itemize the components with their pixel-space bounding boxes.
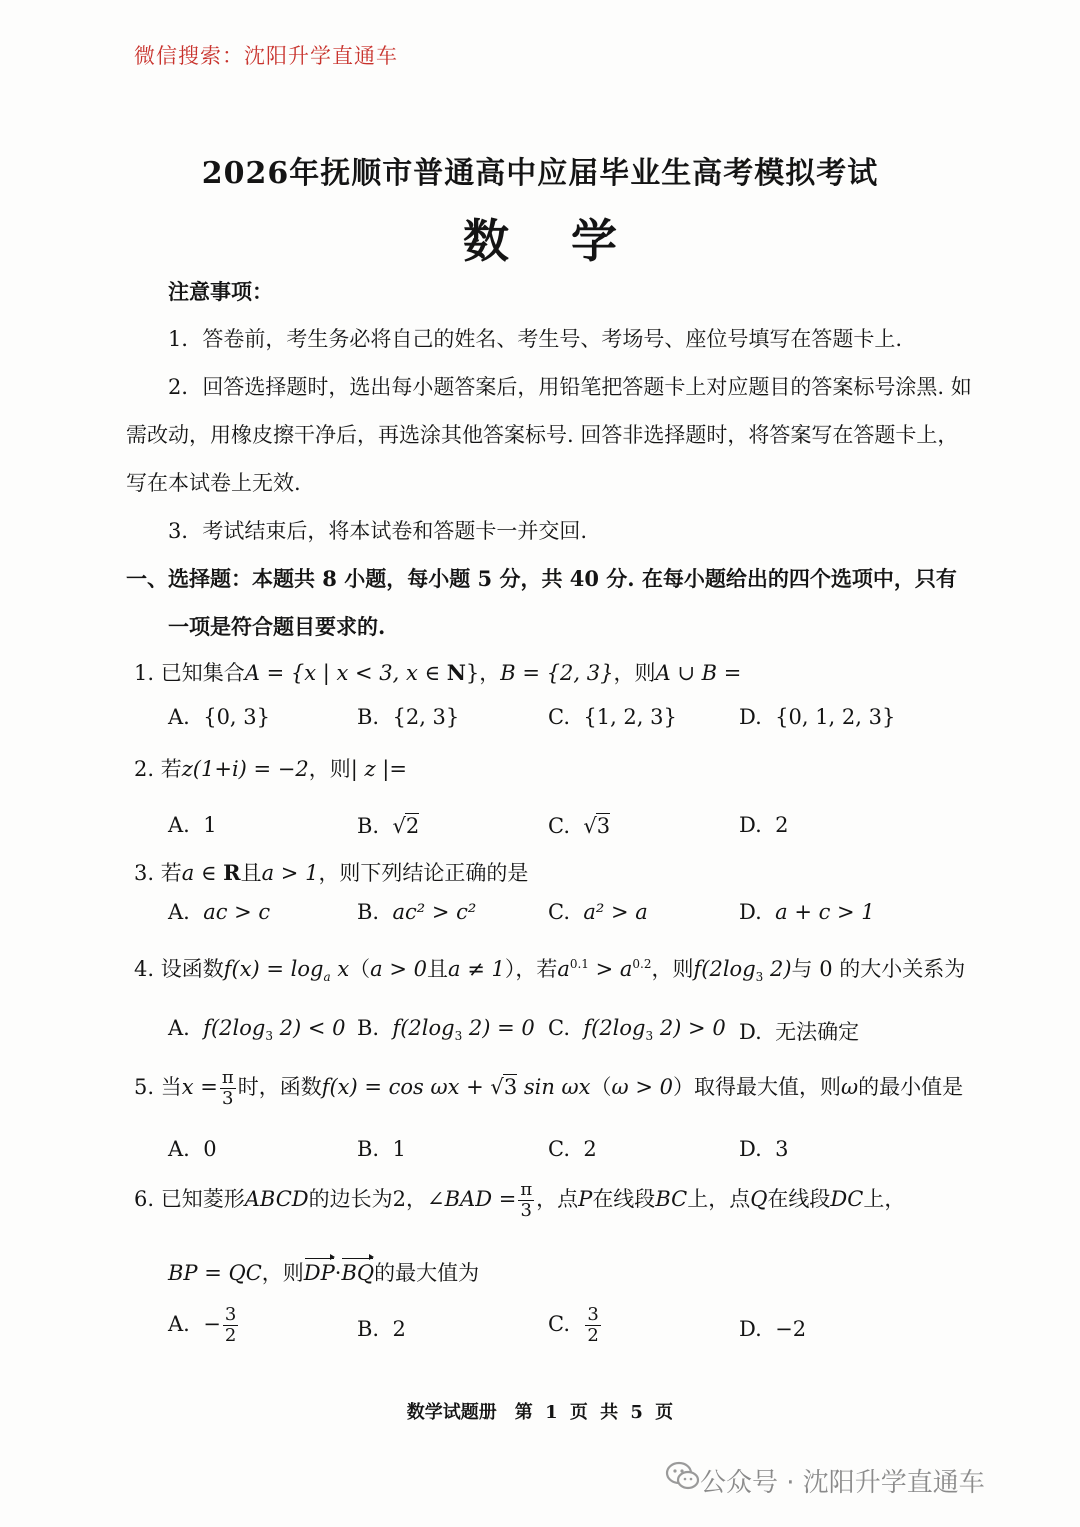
option-letter: D. bbox=[739, 1317, 762, 1341]
question-text: 且 bbox=[427, 957, 448, 981]
option-value: a² > a bbox=[583, 900, 648, 924]
option-letter: D. bbox=[739, 1137, 762, 1161]
option-value: − bbox=[203, 1312, 221, 1336]
option-value: 2 bbox=[775, 813, 789, 837]
option-value: {0, 3} bbox=[203, 705, 270, 729]
question-text: 的边长为 bbox=[308, 1187, 393, 1211]
option-letter: B. bbox=[357, 900, 380, 924]
question-text: 若 bbox=[160, 861, 182, 885]
option-value: {1, 2, 3} bbox=[583, 705, 677, 729]
fraction-numerator: 3 bbox=[587, 1304, 599, 1325]
notice-item-2-line-1: 2．回答选择题时，选出每小题答案后，用铅笔把答题卡上对应题目的答案标号涂黑. 如 bbox=[168, 375, 972, 399]
question-text: ， bbox=[406, 1187, 428, 1211]
section-1-heading-line-1: 一、选择题：本题共 8 小题，每小题 5 分，共 40 分. 在每小题给出的四个选项中，只有 bbox=[126, 566, 957, 591]
question-text: ，则 bbox=[308, 757, 351, 781]
notice-item-3: 3．考试结束后，将本试卷和答题卡一并交回. bbox=[168, 519, 588, 543]
question-text: ，则 bbox=[651, 957, 694, 981]
option-letter: A. bbox=[168, 1312, 190, 1336]
math-subscript: 3 bbox=[755, 970, 764, 985]
question-text: ，则 bbox=[613, 661, 656, 685]
math-expression: a bbox=[557, 957, 570, 981]
question-text: ）取得最大值，则 bbox=[672, 1075, 841, 1099]
option-value: 2) = 0 bbox=[462, 1016, 535, 1040]
math-expression: | z |= bbox=[350, 757, 407, 781]
option-letter: A. bbox=[168, 813, 190, 837]
math-symbol: R bbox=[223, 860, 241, 885]
question-text: ，点 bbox=[536, 1187, 579, 1211]
question-4 bbox=[134, 953, 965, 984]
option-value: f(2log bbox=[203, 1016, 266, 1040]
fraction-denominator: 2 bbox=[224, 1325, 237, 1346]
question-text: （ bbox=[590, 1075, 612, 1099]
question-text: ），若 bbox=[504, 957, 558, 981]
math-expression: a > 0 bbox=[370, 957, 427, 981]
math-expression: }， bbox=[465, 661, 501, 685]
option-value: 0 bbox=[203, 1137, 217, 1161]
option-letter: C. bbox=[548, 705, 570, 729]
option-letter: B. bbox=[357, 814, 380, 838]
option-value: ac > c bbox=[203, 900, 271, 924]
math-expression: ABCD bbox=[244, 1187, 309, 1211]
math-expression: ω bbox=[840, 1075, 859, 1099]
math-expression: DC bbox=[830, 1187, 864, 1211]
q6-option-b bbox=[357, 1317, 406, 1341]
q4-option-b bbox=[357, 1016, 535, 1043]
math-expression: > a bbox=[588, 957, 633, 981]
q6-option-d bbox=[739, 1317, 806, 1341]
option-value: ac² > c² bbox=[392, 900, 477, 924]
option-letter: C. bbox=[548, 1312, 570, 1336]
math-expression: BC bbox=[655, 1187, 688, 1211]
option-letter: B. bbox=[357, 705, 380, 729]
math-superscript: 0.2 bbox=[632, 957, 652, 971]
math-expression: ω > 0 bbox=[611, 1075, 673, 1099]
option-letter: C. bbox=[548, 900, 570, 924]
option-letter: D. bbox=[739, 1020, 762, 1044]
option-value: 3 bbox=[775, 1137, 789, 1161]
q1-option-b bbox=[357, 705, 459, 729]
page-footer: 数学试题册 第 1 页 共 5 页 bbox=[406, 1402, 674, 1423]
option-value: {2, 3} bbox=[392, 705, 460, 729]
question-number: 4. bbox=[134, 957, 155, 981]
math-expression: a ∈ bbox=[181, 861, 224, 885]
question-text: 当 bbox=[160, 1075, 182, 1099]
question-text: 上，点 bbox=[687, 1187, 751, 1211]
q1-option-d bbox=[739, 705, 895, 729]
watermark-top: 微信搜索：沈阳升学直通车 bbox=[134, 44, 398, 68]
option-letter: A. bbox=[168, 1016, 190, 1040]
vector-bq: BQ bbox=[341, 1261, 375, 1285]
option-letter: D. bbox=[739, 705, 762, 729]
exam-title: 2026年抚顺市普通高中应届毕业生高考模拟考试 bbox=[201, 156, 879, 191]
math-expression: z(1+i) = −2 bbox=[181, 757, 309, 781]
question-text: 在线段 bbox=[767, 1187, 831, 1211]
math-symbol: N bbox=[446, 660, 466, 685]
notice-heading: 注意事项： bbox=[168, 279, 273, 304]
option-letter: D. bbox=[739, 813, 762, 837]
option-letter: C. bbox=[548, 1137, 570, 1161]
math-expression: a ≠ 1 bbox=[448, 957, 505, 981]
q1-option-a bbox=[168, 705, 270, 729]
question-text: 且 bbox=[240, 861, 262, 885]
question-6-line-2 bbox=[168, 1257, 479, 1287]
math-expression: BP = QC bbox=[168, 1261, 262, 1285]
q3-option-c bbox=[548, 900, 648, 924]
question-text: 的最大值为 bbox=[374, 1261, 480, 1285]
math-expression: f(2log bbox=[693, 957, 756, 981]
question-number: 6. bbox=[134, 1187, 155, 1211]
fraction-denominator: 3 bbox=[520, 1200, 532, 1221]
math-expression: A ∪ B = bbox=[655, 661, 742, 685]
q2-option-a bbox=[168, 813, 217, 837]
math-expression: x bbox=[330, 957, 350, 981]
question-text: 在线段 bbox=[592, 1187, 656, 1211]
subject-title: 数学 bbox=[463, 214, 679, 268]
wechat-icon bbox=[665, 1460, 701, 1492]
question-number: 2. bbox=[134, 757, 155, 781]
q4-option-a bbox=[168, 1016, 346, 1043]
option-value: f(2log bbox=[583, 1016, 646, 1040]
option-letter: B. bbox=[357, 1016, 380, 1040]
question-text: 已知集合 bbox=[160, 661, 245, 685]
question-number: 5. bbox=[134, 1075, 155, 1099]
math-expression: f(x) = cos ωx + bbox=[321, 1075, 491, 1099]
question-6 bbox=[134, 1180, 905, 1221]
fraction bbox=[585, 1305, 600, 1346]
math-superscript: 0.1 bbox=[569, 957, 589, 971]
fraction-denominator: 3 bbox=[222, 1088, 234, 1109]
option-value: 2 bbox=[583, 1137, 597, 1161]
watermark-bottom: 公众号 · 沈阳升学直通车 bbox=[700, 1468, 985, 1498]
question-number: 1. bbox=[134, 661, 155, 685]
q5-option-a bbox=[168, 1137, 217, 1161]
math-expression: 2 bbox=[392, 1187, 407, 1211]
question-text: 的最小值是 bbox=[858, 1075, 964, 1099]
option-value: 2) > 0 bbox=[653, 1016, 726, 1040]
fraction-numerator: π bbox=[221, 1067, 234, 1088]
sqrt-expression: 3 bbox=[503, 1075, 518, 1099]
math-expression: a > 1 bbox=[261, 861, 319, 885]
q3-option-d bbox=[739, 900, 875, 924]
q5-option-c bbox=[548, 1137, 597, 1161]
question-text: 若 bbox=[160, 757, 182, 781]
question-5: 5. 当x = $\frac{\pi}{3}$ 时，函数f(x) = cos ωx + √3 sin ωx（ω > 0）取得最大值，则ω的最小值是 bbox=[134, 1067, 964, 1109]
math-subscript: 3 bbox=[645, 1029, 654, 1044]
option-value: 3 bbox=[596, 814, 611, 838]
option-value: 无法确定 bbox=[775, 1020, 860, 1044]
question-text: 与 0 的大小关系为 bbox=[791, 957, 966, 981]
option-value: 2) < 0 bbox=[272, 1016, 346, 1040]
option-value: 1 bbox=[392, 1137, 406, 1161]
math-expression: A = {x | x < 3, x ∈ bbox=[244, 661, 447, 685]
notice-item-2-line-2: 需改动，用橡皮擦干净后，再选涂其他答案标号. 回答非选择题时，将答案写在答题卡上， bbox=[126, 423, 959, 447]
math-subscript: 3 bbox=[265, 1029, 273, 1044]
option-value: 1 bbox=[203, 813, 217, 837]
q2-option-c bbox=[548, 813, 610, 838]
option-value: 2 bbox=[392, 1317, 406, 1341]
q1-option-c bbox=[548, 705, 677, 729]
math-expression: x = bbox=[181, 1075, 218, 1099]
math-expression: ∠BAD = bbox=[427, 1187, 517, 1211]
question-number: 3. bbox=[134, 861, 155, 885]
q5-option-b bbox=[357, 1137, 406, 1161]
q4-option-c bbox=[548, 1016, 726, 1043]
option-letter: C. bbox=[548, 1016, 570, 1040]
option-letter: C. bbox=[548, 814, 570, 838]
sqrt-symbol: √ bbox=[583, 814, 597, 838]
math-expression: f(x) = log bbox=[223, 957, 324, 981]
option-letter: A. bbox=[168, 705, 190, 729]
fraction-numerator: 3 bbox=[224, 1304, 237, 1325]
q2-option-b bbox=[357, 813, 419, 838]
q3-option-b bbox=[357, 900, 476, 924]
question-2 bbox=[134, 753, 407, 783]
fraction-denominator: 2 bbox=[587, 1325, 599, 1346]
math-subscript: a bbox=[323, 970, 331, 985]
math-subscript: 3 bbox=[454, 1029, 463, 1044]
q6-option-a bbox=[168, 1305, 240, 1346]
fraction-numerator: π bbox=[520, 1179, 533, 1200]
question-text: ，则 bbox=[261, 1261, 304, 1285]
q3-option-a bbox=[168, 900, 270, 924]
question-text: 已知菱形 bbox=[160, 1187, 245, 1211]
notice-item-2-line-3: 写在本试卷上无效. bbox=[126, 471, 301, 495]
fraction bbox=[220, 1068, 236, 1109]
question-text: 上， bbox=[863, 1187, 906, 1211]
fraction bbox=[518, 1180, 534, 1221]
question-text: 时，函数 bbox=[237, 1075, 322, 1099]
option-letter: A. bbox=[168, 900, 190, 924]
math-expression: 2) bbox=[763, 957, 792, 981]
q6-option-c bbox=[548, 1305, 603, 1346]
question-3 bbox=[134, 857, 528, 887]
option-letter: B. bbox=[357, 1137, 380, 1161]
question-text: （ bbox=[349, 957, 371, 981]
option-letter: A. bbox=[168, 1137, 190, 1161]
math-expression: sin ωx bbox=[517, 1075, 591, 1099]
sqrt-symbol: √ bbox=[392, 814, 406, 838]
math-operator: · bbox=[334, 1261, 342, 1285]
q4-option-d bbox=[739, 1016, 859, 1046]
q2-option-d bbox=[739, 813, 789, 837]
question-text: 设函数 bbox=[160, 957, 224, 981]
option-value: a + c > 1 bbox=[775, 900, 875, 924]
q5-option-d bbox=[739, 1137, 789, 1161]
math-expression: P bbox=[578, 1187, 593, 1211]
question-text: ，则下列结论正确的是 bbox=[318, 861, 529, 885]
option-letter: D. bbox=[739, 900, 762, 924]
section-1-heading-line-2: 一项是符合题目要求的. bbox=[168, 614, 386, 639]
math-expression: B = {2, 3} bbox=[500, 661, 614, 685]
question-1 bbox=[134, 657, 741, 687]
option-value: {0, 1, 2, 3} bbox=[775, 705, 896, 729]
option-value: −2 bbox=[775, 1317, 807, 1341]
option-letter: B. bbox=[357, 1317, 380, 1341]
math-expression: Q bbox=[750, 1187, 768, 1211]
option-value: 2 bbox=[405, 814, 420, 838]
fraction bbox=[223, 1305, 238, 1346]
option-value: f(2log bbox=[392, 1016, 455, 1040]
notice-item-1: 1．答卷前，考生务必将自己的姓名、考生号、考场号、座位号填写在答题卡上. bbox=[168, 327, 903, 351]
vector-dp: DP bbox=[303, 1261, 335, 1285]
